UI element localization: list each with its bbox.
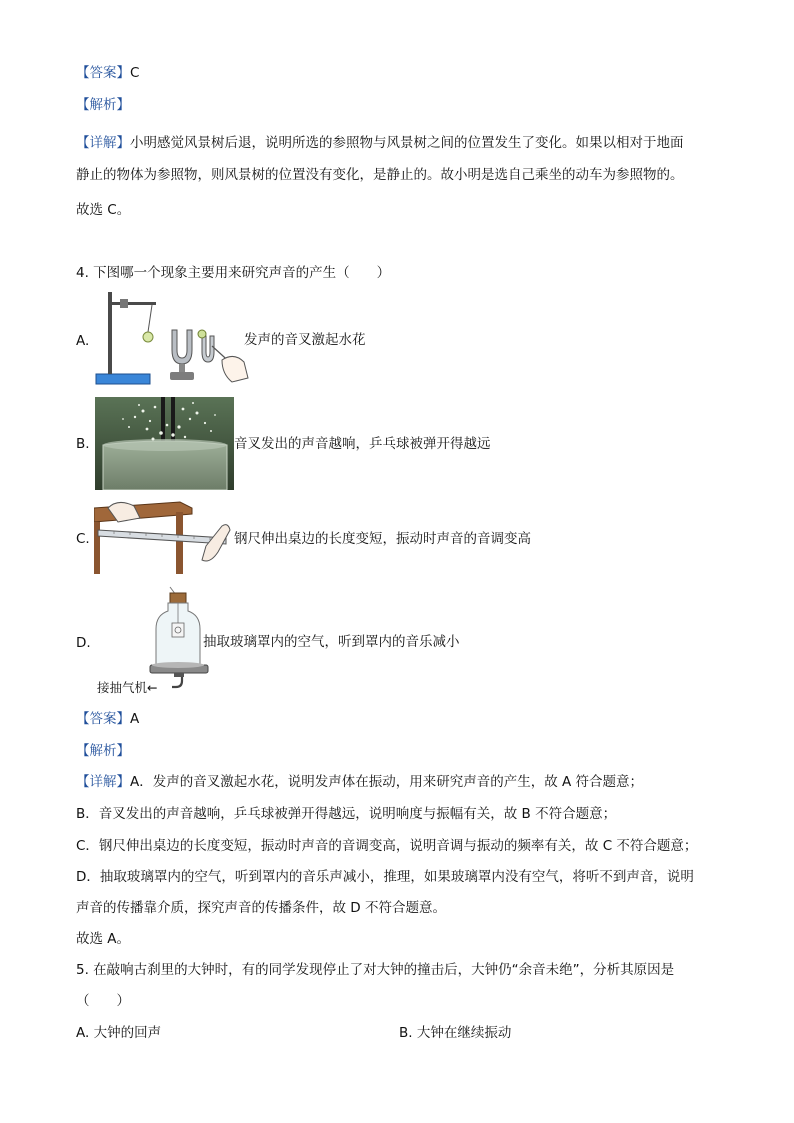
detail-tag: 【详解】 (76, 135, 130, 151)
q4-detail-line-1 (76, 773, 643, 791)
q5-option-a[interactable] (76, 1024, 161, 1042)
pump-label: 接抽气机 (97, 680, 148, 695)
option-d-figure-label (97, 679, 158, 697)
answer-value: C (130, 65, 140, 81)
stand-base (96, 374, 150, 384)
stand-clamp (120, 299, 128, 308)
q4-detail-line-2: B．音叉发出的声音越响，乒乓球被弹开得越远，说明响度与振幅有关，故 B 不符合题意； (76, 806, 617, 822)
option-text: 大钟的回声 (93, 1025, 162, 1041)
option-c-caption: 钢尺伸出桌边的长度变短，振动时声音的音调变高 (234, 531, 531, 547)
tuning-fork-small (202, 336, 214, 362)
q4-analysis-tag: 【解析】 (76, 743, 130, 759)
music-box (172, 623, 184, 637)
option-b-photo (95, 397, 234, 490)
option-c-figure (94, 500, 234, 576)
q3-detail-line-1 (76, 134, 684, 152)
option-c-letter: C. (76, 531, 90, 547)
q3-detail-line-2: 静止的物体为参照物，则风景树的位置没有变化，是静止的。故小明是选自己乘坐的动车为参照物的。 (76, 167, 684, 183)
q4-answer-line (76, 710, 139, 728)
tuning-fork-base (170, 372, 194, 380)
option-a-figure (94, 290, 250, 386)
ping-pong-ball (143, 332, 153, 342)
option-letter: B. (399, 1025, 413, 1041)
bottle-stopper (170, 593, 186, 603)
q5-stem: 5. 在敲响古刹里的大钟时，有的同学发现停止了对大钟的撞击后，大钟仍“余音未绝”，分析其原因是 (76, 962, 675, 978)
q3-answer-line (76, 64, 139, 82)
option-text: 大钟在继续振动 (416, 1025, 512, 1041)
table-leg-right (176, 512, 183, 574)
tuning-fork-stem (179, 364, 185, 372)
answer-value: A (130, 711, 140, 727)
q3-conclusion: 故选 C。 (76, 202, 131, 218)
detail-tag: 【详解】 (76, 774, 130, 790)
tuning-fork (172, 330, 192, 364)
q4-detail-line-4: D．抽取玻璃罩内的空气，听到罩内的音乐声减小，推理，如果玻璃罩内没有空气，将听不到声音，说明 (76, 869, 694, 885)
option-b-caption: 音叉发出的声音越响，乒乓球被弹开得越远 (234, 436, 491, 452)
q3-analysis-tag: 【解析】 (76, 97, 130, 113)
answer-tag: 【答案】 (76, 65, 130, 81)
hand-icon (222, 356, 248, 382)
option-letter: A. (76, 1025, 90, 1041)
q4-detail-line-3: C．钢尺伸出桌边的长度变短，振动时声音的音调变高，说明音调与振动的频率有关，故 C 不符合题意； (76, 838, 698, 854)
q5-paren: （ ） (76, 993, 130, 1009)
q4-stem: 4. 下图哪一个现象主要用来研究声音的产生（ ） (76, 265, 391, 281)
detail-text: A．发声的音叉激起水花，说明发声体在振动，用来研究声音的产生，故 A 符合题意； (130, 774, 644, 790)
option-a-letter: A. (76, 333, 90, 349)
q5-option-b[interactable] (399, 1024, 511, 1042)
q4-detail-line-5: 声音的传播靠介质，探究声音的传播条件，故 D 不符合题意。 (76, 900, 446, 916)
q4-conclusion: 故选 A。 (76, 931, 131, 947)
pendulum-string (148, 305, 152, 332)
option-b-letter: B. (76, 436, 90, 452)
ball-small (198, 330, 206, 338)
arrow-left-icon: ← (147, 680, 158, 695)
option-d-letter: D. (76, 635, 91, 651)
detail-text: 小明感觉风景树后退，说明所选的参照物与风景树之间的位置发生了变化。如果以相对于地面 (130, 135, 684, 151)
answer-tag: 【答案】 (76, 711, 130, 727)
option-a-caption: 发声的音叉激起水花 (244, 332, 366, 348)
stand-arm (108, 302, 156, 305)
option-d-caption: 抽取玻璃罩内的空气，听到罩内的音乐减小 (203, 634, 460, 650)
